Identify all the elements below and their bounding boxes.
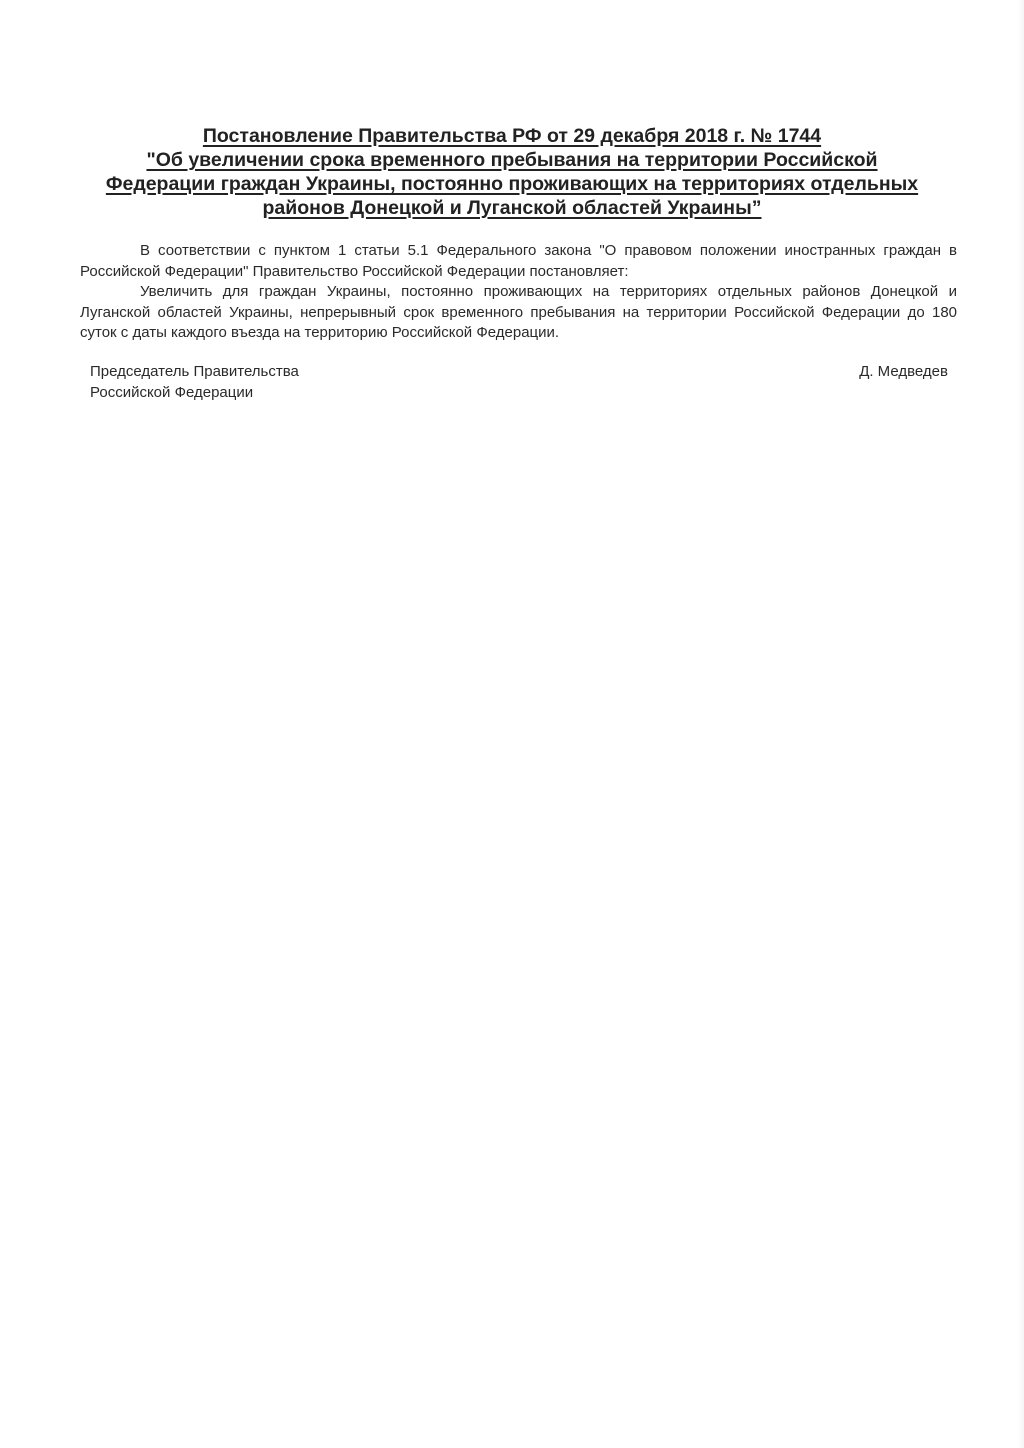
title-line-4: районов Донецкой и Луганской областей Украины” — [262, 197, 762, 219]
signatory-name: Д. Медведев — [859, 363, 948, 380]
title-line-3: Федерации граждан Украины, постоянно проживающих на территориях отдельных — [105, 173, 919, 195]
title-line-1: Постановление Правительства РФ от 29 декабря 2018 г. № 1744 — [202, 125, 822, 147]
signatory-position — [90, 361, 490, 403]
signatory-position-line-1: Председатель Правительства — [90, 363, 299, 380]
document-body — [80, 241, 957, 344]
signatory-position-line-2: Российской Федерации — [90, 384, 254, 401]
document-title — [60, 124, 964, 220]
paragraph-decision: Увеличить для граждан Украины, постоянно проживающих на территориях отдельных районов Донецкой и Луганской областей Украины, непрерывный срок временного пребывания на территории Российской Федерации до 180 суток с даты каждого въезда на территорию Российской Федерации. — [80, 283, 957, 341]
scan-edge-shadow — [1018, 0, 1024, 1448]
paragraph-preamble: В соответствии с пунктом 1 статьи 5.1 Федерального закона "О правовом положении иностранных граждан в Российской Федерации" Правительство Российской Федерации постановляет: — [80, 242, 957, 280]
title-line-2: "Об увеличении срока временного пребывания на территории Российской — [146, 149, 878, 171]
